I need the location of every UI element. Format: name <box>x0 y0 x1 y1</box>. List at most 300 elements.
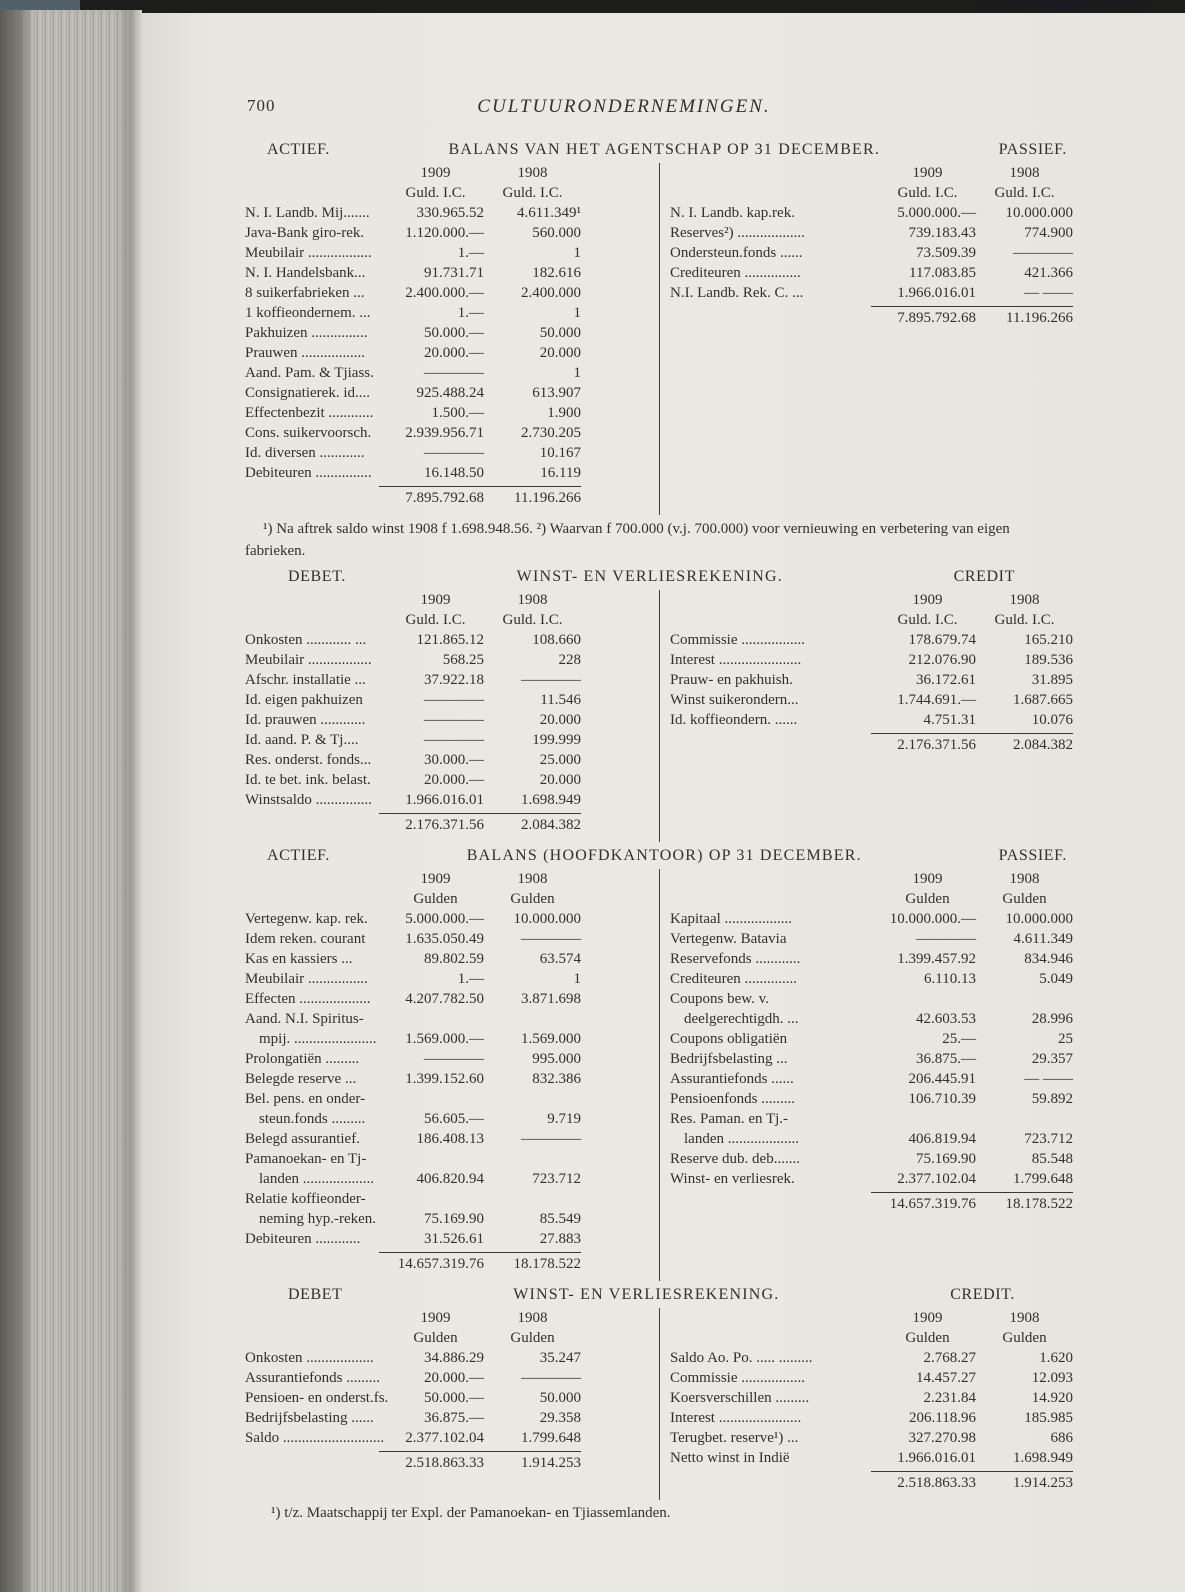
amount-1908: 1.698.949 <box>521 792 581 808</box>
total-1909: 14.657.319.76 <box>889 1196 976 1212</box>
row-label: Kapitaal .................. <box>670 911 793 927</box>
row-label: Pensioenfonds ......... <box>670 1091 795 1107</box>
amount-1909: 89.802.59 <box>424 951 484 967</box>
balance-row <box>670 630 1073 650</box>
total-rule <box>871 1192 1073 1193</box>
row-label: Res. onderst. fonds... <box>245 752 372 768</box>
balance-row <box>245 1348 581 1368</box>
balance-row <box>670 263 1073 283</box>
page-content <box>245 96 1073 1527</box>
column-unit-header <box>245 183 581 203</box>
total-row <box>670 1473 1073 1493</box>
statement-header-agentschap-balans <box>245 138 1073 162</box>
year-label: 1908 <box>1009 165 1040 181</box>
actief-column <box>245 163 659 515</box>
amount-1908: 16.119 <box>540 465 581 481</box>
row-label: Id. eigen pakhuizen <box>245 692 363 708</box>
amount-1908: 560.000 <box>532 225 581 241</box>
balance-row <box>245 1129 581 1149</box>
paper <box>142 13 1185 1592</box>
balance-row <box>670 243 1073 263</box>
row-label: Terugbet. reserve¹) ... <box>670 1430 799 1446</box>
credit-label: CREDIT <box>953 568 1015 585</box>
total-row <box>670 308 1073 328</box>
balance-row <box>670 989 1073 1029</box>
amount-1908: 10.000.000 <box>1005 205 1073 221</box>
amount-1909: 121.865.12 <box>416 632 484 648</box>
row-label: Vertegenw. kap. rek. <box>245 911 368 927</box>
balance-row <box>670 710 1073 730</box>
amount-1909: 212.076.90 <box>908 652 976 668</box>
amount-1908: 1.799.648 <box>1013 1171 1073 1187</box>
balance-row <box>670 969 1073 989</box>
amount-1909: 2.231.84 <box>923 1390 976 1406</box>
row-label: Aand. N.I. Spiritus- mpij. ...................... <box>245 1011 377 1047</box>
balance-row <box>245 1229 581 1249</box>
total-1909: 14.657.319.76 <box>397 1256 484 1272</box>
row-label: Meubilair ................ <box>245 971 368 987</box>
balance-row <box>245 710 581 730</box>
amount-1909: 1.— <box>457 245 484 261</box>
amount-1909: 1.— <box>457 305 484 321</box>
amount-1909: 31.526.61 <box>424 1231 484 1247</box>
currency-unit-label: Guld. I.C. <box>502 185 563 201</box>
row-label: Crediteuren .............. <box>670 971 798 987</box>
amount-1909: 1.399.152.60 <box>405 1071 484 1087</box>
amount-1908: 25 <box>1058 1031 1073 1047</box>
total-row <box>245 488 581 508</box>
amount-1908: 613.907 <box>532 385 581 401</box>
row-label: 1 koffieondernem. ... <box>245 305 371 321</box>
row-label: Reserve dub. deb....... <box>670 1151 800 1167</box>
statement-title: WINST- EN VERLIESREKENING. <box>516 568 783 585</box>
row-label: Pamanoekan- en Tj- landen ................... <box>245 1151 374 1187</box>
amount-1908: 165.210 <box>1024 632 1073 648</box>
currency-unit-label: Gulden <box>1002 1330 1047 1346</box>
row-label: Assurantiefonds ...... <box>670 1071 794 1087</box>
amount-1909: 1.966.016.01 <box>897 1450 976 1466</box>
column-year-header <box>245 590 581 610</box>
amount-1908: 3.871.698 <box>521 991 581 1007</box>
amount-1908: 1.799.648 <box>521 1430 581 1446</box>
balance-row <box>245 989 581 1009</box>
row-label: Commissie ................. <box>670 632 806 648</box>
row-label: Kas en kassiers ... <box>245 951 353 967</box>
amount-1909: 20.000.— <box>424 772 484 788</box>
amount-1909: ———— <box>424 365 484 381</box>
amount-1908: 189.536 <box>1024 652 1073 668</box>
row-label: Coupons bew. v. deelgerechtigdh. ... <box>670 991 799 1027</box>
book-page-edges <box>0 10 142 1592</box>
amount-1908: 20.000 <box>539 772 581 788</box>
row-label: Ondersteun.fonds ...... <box>670 245 803 261</box>
amount-1909: 34.886.29 <box>424 1350 484 1366</box>
year-label: 1909 <box>420 1310 451 1326</box>
currency-unit-label: Gulden <box>1002 891 1047 907</box>
balance-row <box>245 263 581 283</box>
balance-row <box>245 423 581 443</box>
amount-1908: 35.247 <box>539 1350 581 1366</box>
currency-unit-label: Guld. I.C. <box>502 612 563 628</box>
amount-1909: 2.939.956.71 <box>405 425 484 441</box>
row-label: Reserves²) .................. <box>670 225 805 241</box>
balance-row <box>245 1069 581 1089</box>
row-label: Belegde reserve ... <box>245 1071 357 1087</box>
row-label: Onkosten .................. <box>245 1350 374 1366</box>
amount-1908: 774.900 <box>1024 225 1073 241</box>
total-row <box>245 1254 581 1274</box>
amount-1908: 1 <box>573 245 581 261</box>
amount-1909: 36.172.61 <box>916 672 976 688</box>
statement-body <box>245 590 1073 842</box>
amount-1909: 1.635.050.49 <box>405 931 484 947</box>
amount-1909: 75.169.90 <box>424 1211 484 1227</box>
row-label: Winst suikerondern... <box>670 692 799 708</box>
balance-row <box>245 403 581 423</box>
passief-label: PASSIEF. <box>998 847 1067 864</box>
amount-1908: 10.076 <box>1031 712 1073 728</box>
amount-1908: ———— <box>521 672 581 688</box>
year-label: 1909 <box>912 165 943 181</box>
balance-row <box>670 949 1073 969</box>
amount-1908: 28.996 <box>1031 1011 1073 1027</box>
balance-row <box>245 1428 581 1448</box>
total-rule <box>871 1471 1073 1472</box>
row-label: Relatie koffieonder- neming hyp.-reken. <box>245 1191 377 1227</box>
balance-row <box>670 1388 1073 1408</box>
amount-1909: 178.679.74 <box>908 632 976 648</box>
amount-1909: 2.377.102.04 <box>897 1171 976 1187</box>
amount-1909: 186.408.13 <box>416 1131 484 1147</box>
column-unit-header <box>670 1328 1073 1348</box>
total-1908: 18.178.522 <box>1005 1196 1073 1212</box>
row-label: N.I. Landb. Rek. C. ... <box>670 285 804 301</box>
balance-row <box>245 1009 581 1049</box>
amount-1908: 50.000 <box>539 325 581 341</box>
balance-row <box>670 650 1073 670</box>
year-label: 1909 <box>420 871 451 887</box>
currency-unit-label: Gulden <box>905 1330 950 1346</box>
row-label: Winstsaldo ............... <box>245 792 372 808</box>
balance-row <box>245 969 581 989</box>
statement-title: BALANS (HOOFDKANTOOR) OP 31 DECEMBER. <box>466 847 862 864</box>
amount-1908: 182.616 <box>532 265 581 281</box>
year-label: 1908 <box>517 871 548 887</box>
book-title: CULTUURONDERNEMINGEN. <box>477 96 771 117</box>
currency-unit-label: Gulden <box>510 1330 555 1346</box>
balance-row <box>245 343 581 363</box>
amount-1908: 832.386 <box>532 1071 581 1087</box>
amount-1908: 421.366 <box>1024 265 1073 281</box>
balance-row <box>245 383 581 403</box>
amount-1908: 10.000.000 <box>1005 911 1073 927</box>
amount-1908: 5.049 <box>1039 971 1073 987</box>
currency-unit-label: Gulden <box>413 891 458 907</box>
row-label: Koersverschillen ......... <box>670 1390 810 1406</box>
amount-1908: 20.000 <box>539 345 581 361</box>
balance-row <box>670 1368 1073 1388</box>
total-1908: 2.084.382 <box>1013 737 1073 753</box>
row-label: Prauwen ................. <box>245 345 365 361</box>
balance-row <box>245 770 581 790</box>
credit-column <box>659 590 1073 842</box>
amount-1908: — —— <box>1024 285 1073 301</box>
amount-1908: 995.000 <box>532 1051 581 1067</box>
balance-row <box>670 1348 1073 1368</box>
passief-column <box>659 163 1073 515</box>
amount-1909: 73.509.39 <box>916 245 976 261</box>
row-label: 8 suikerfabrieken ... <box>245 285 365 301</box>
amount-1909: 1.500.— <box>431 405 484 421</box>
total-1909: 2.176.371.56 <box>897 737 976 753</box>
balance-row <box>670 690 1073 710</box>
amount-1908: 10.167 <box>539 445 581 461</box>
footnote-agentschap: ¹) Na aftrek saldo winst 1908 f 1.698.948.56. ²) Waarvan f 700.000 (v.j. 700.000) voor vernieuwing en verbetering van eigen fabrieken. <box>245 521 1010 559</box>
balance-row <box>245 790 581 810</box>
total-rule <box>871 733 1073 734</box>
amount-1909: 106.710.39 <box>908 1091 976 1107</box>
amount-1908: 1.569.000 <box>521 1031 581 1047</box>
balance-row <box>670 1089 1073 1109</box>
currency-unit-label: Guld. I.C. <box>994 185 1055 201</box>
row-label: Crediteuren ............... <box>670 265 801 281</box>
year-label: 1909 <box>912 1310 943 1326</box>
amount-1909: 206.445.91 <box>908 1071 976 1087</box>
row-label: Debiteuren ............ <box>245 1231 361 1247</box>
balance-row <box>245 1149 581 1189</box>
balance-row <box>670 670 1073 690</box>
statement-header-hoofdkantoor-wv <box>245 1283 1073 1307</box>
total-1909: 2.518.863.33 <box>405 1455 484 1471</box>
amount-1908: 85.549 <box>539 1211 581 1227</box>
balance-row <box>670 1069 1073 1089</box>
row-label: Prolongatiën ......... <box>245 1051 360 1067</box>
column-unit-header <box>245 889 581 909</box>
amount-1908: 50.000 <box>539 1390 581 1406</box>
amount-1909: 406.819.94 <box>908 1131 976 1147</box>
amount-1909: 1.399.457.92 <box>897 951 976 967</box>
year-label: 1908 <box>1009 1310 1040 1326</box>
total-rule <box>379 486 581 487</box>
amount-1909: 327.270.98 <box>908 1430 976 1446</box>
balance-row <box>670 929 1073 949</box>
passief-label: PASSIEF. <box>998 141 1067 158</box>
amount-1909: 206.118.96 <box>909 1410 976 1426</box>
total-row <box>245 1453 581 1473</box>
year-label: 1909 <box>420 165 451 181</box>
row-label: Consignatierek. id.... <box>245 385 370 401</box>
amount-1908: ———— <box>521 1370 581 1386</box>
balance-row <box>245 223 581 243</box>
balance-row <box>245 929 581 949</box>
amount-1908: ———— <box>521 1131 581 1147</box>
amount-1908: 27.883 <box>539 1231 581 1247</box>
amount-1908: 199.999 <box>532 732 581 748</box>
row-label: Effectenbezit ............ <box>245 405 374 421</box>
column-year-header <box>670 1308 1073 1328</box>
footnote-hoofdkantoor: ¹) t/z. Maatschappij ter Expl. der Pamanoekan- en Tjiassemlanden. <box>271 1505 671 1521</box>
balance-row <box>245 750 581 770</box>
row-label: Effecten ................... <box>245 991 371 1007</box>
amount-1909: 1.569.000.— <box>405 1031 484 1047</box>
row-label: Id. aand. P. & Tj.... <box>245 732 359 748</box>
amount-1909: 117.083.85 <box>909 265 976 281</box>
row-label: Cons. suikervoorsch. <box>245 425 372 441</box>
total-1908: 18.178.522 <box>513 1256 581 1272</box>
credit-column <box>659 1308 1073 1500</box>
actief-column <box>245 869 659 1281</box>
balance-row <box>245 283 581 303</box>
amount-1909: 1.120.000.— <box>405 225 484 241</box>
column-unit-header <box>245 1328 581 1348</box>
amount-1908: 1.620 <box>1039 1350 1073 1366</box>
balance-row <box>245 203 581 223</box>
currency-unit-label: Guld. I.C. <box>897 185 958 201</box>
balance-row <box>245 670 581 690</box>
amount-1909: 330.965.52 <box>416 205 484 221</box>
row-label: Reservefonds ............ <box>670 951 801 967</box>
amount-1908: 12.093 <box>1031 1370 1073 1386</box>
row-label: N. I. Landb. Mij....... <box>245 205 370 221</box>
amount-1908: 2.400.000 <box>521 285 581 301</box>
row-label: Coupons obligatiën <box>670 1031 788 1047</box>
amount-1909: 5.000.000.— <box>897 205 976 221</box>
amount-1908: 723.712 <box>532 1171 581 1187</box>
amount-1908: 723.712 <box>1024 1131 1073 1147</box>
row-label: Assurantiefonds ......... <box>245 1370 380 1386</box>
balance-row <box>245 243 581 263</box>
statement-body <box>245 163 1073 515</box>
amount-1909: ———— <box>424 445 484 461</box>
amount-1909: 568.25 <box>442 652 484 668</box>
row-label: Interest ...................... <box>670 652 802 668</box>
currency-unit-label: Guld. I.C. <box>994 612 1055 628</box>
amount-1909: 36.875.— <box>424 1410 484 1426</box>
statement-body <box>245 1308 1073 1500</box>
year-label: 1908 <box>1009 592 1040 608</box>
amount-1909: 2.400.000.— <box>405 285 484 301</box>
row-label: Bedrijfsbelasting ...... <box>245 1410 374 1426</box>
total-rule <box>379 1451 581 1452</box>
row-label: Saldo ........................... <box>245 1430 385 1446</box>
amount-1908: 29.357 <box>1031 1051 1073 1067</box>
column-year-header <box>670 163 1073 183</box>
balance-row <box>670 1109 1073 1149</box>
amount-1909: ———— <box>424 1051 484 1067</box>
amount-1909: 6.110.13 <box>924 971 976 987</box>
row-label: Res. Paman. en Tj.- landen ................... <box>670 1111 799 1147</box>
balance-row <box>245 1388 581 1408</box>
amount-1909: 50.000.— <box>424 1390 484 1406</box>
row-label: Onkosten ............ ... <box>245 632 367 648</box>
row-label: N. I. Landb. kap.rek. <box>670 205 795 221</box>
balance-row <box>670 1029 1073 1049</box>
row-label: Interest ...................... <box>670 1410 802 1426</box>
amount-1909: 2.377.102.04 <box>405 1430 484 1446</box>
amount-1908: 4.611.349 <box>1013 931 1073 947</box>
amount-1908: ———— <box>521 931 581 947</box>
amount-1908: 2.730.205 <box>521 425 581 441</box>
amount-1908: 85.548 <box>1031 1151 1073 1167</box>
year-label: 1908 <box>517 1310 548 1326</box>
amount-1908: 108.660 <box>532 632 581 648</box>
balance-row <box>245 463 581 483</box>
passief-column <box>659 869 1073 1281</box>
year-label: 1908 <box>1009 871 1040 887</box>
amount-1909: 91.731.71 <box>424 265 484 281</box>
balance-row <box>670 1428 1073 1448</box>
statement-header-hoofdkantoor-balans <box>245 844 1073 868</box>
column-year-header <box>670 869 1073 889</box>
row-label: Bel. pens. en onder- steun.fonds ......... <box>245 1091 366 1127</box>
amount-1908: 834.946 <box>1024 951 1073 967</box>
balance-row <box>245 1368 581 1388</box>
row-label: Meubilair ................. <box>245 652 372 668</box>
row-label: Winst- en verliesrek. <box>670 1171 795 1187</box>
total-row <box>670 735 1073 755</box>
balance-row <box>245 650 581 670</box>
amount-1908: 9.719 <box>547 1111 581 1127</box>
balance-row <box>245 323 581 343</box>
total-1908: 11.196.266 <box>1006 310 1073 326</box>
amount-1909: 4.751.31 <box>923 712 976 728</box>
amount-1909: 42.603.53 <box>916 1011 976 1027</box>
balance-row <box>245 730 581 750</box>
row-label: Idem reken. courant <box>245 931 366 947</box>
balance-row <box>670 909 1073 929</box>
row-label: Meubilair ................. <box>245 245 372 261</box>
year-label: 1909 <box>912 871 943 887</box>
balance-row <box>670 223 1073 243</box>
balance-row <box>670 1149 1073 1169</box>
column-year-header <box>245 1308 581 1328</box>
row-label: Bedrijfsbelasting ... <box>670 1051 788 1067</box>
column-year-header <box>245 869 581 889</box>
amount-1909: ———— <box>424 692 484 708</box>
statement-header-agentschap-wv <box>245 565 1073 589</box>
balance-row <box>245 1049 581 1069</box>
amount-1908: 1.698.949 <box>1013 1450 1073 1466</box>
currency-unit-label: Guld. I.C. <box>897 612 958 628</box>
row-label: Id. te bet. ink. belast. <box>245 772 371 788</box>
amount-1909: 1.— <box>457 971 484 987</box>
total-1909: 2.518.863.33 <box>897 1475 976 1491</box>
statement-title: BALANS VAN HET AGENTSCHAP OP 31 DECEMBER. <box>448 141 881 158</box>
amount-1909: 16.148.50 <box>424 465 484 481</box>
amount-1909: 36.875.— <box>916 1051 976 1067</box>
total-1909: 7.895.792.68 <box>897 310 976 326</box>
debet-label: DEBET. <box>288 568 346 585</box>
total-row <box>245 815 581 835</box>
amount-1909: 20.000.— <box>424 345 484 361</box>
balance-row <box>670 1169 1073 1189</box>
balance-row <box>670 1049 1073 1069</box>
row-label: Java-Bank giro-rek. <box>245 225 365 241</box>
total-1909: 2.176.371.56 <box>405 817 484 833</box>
year-label: 1909 <box>912 592 943 608</box>
amount-1908: 1 <box>573 365 581 381</box>
column-year-header <box>670 590 1073 610</box>
amount-1908: 228 <box>558 652 581 668</box>
amount-1908: 185.985 <box>1024 1410 1073 1426</box>
amount-1909: 30.000.— <box>424 752 484 768</box>
amount-1909: 4.207.782.50 <box>405 991 484 1007</box>
total-rule <box>871 306 1073 307</box>
debet-label: DEBET <box>288 1286 343 1303</box>
amount-1908: 1.687.665 <box>1013 692 1073 708</box>
row-label: Netto winst in Indië <box>670 1450 790 1466</box>
balance-row <box>670 203 1073 223</box>
